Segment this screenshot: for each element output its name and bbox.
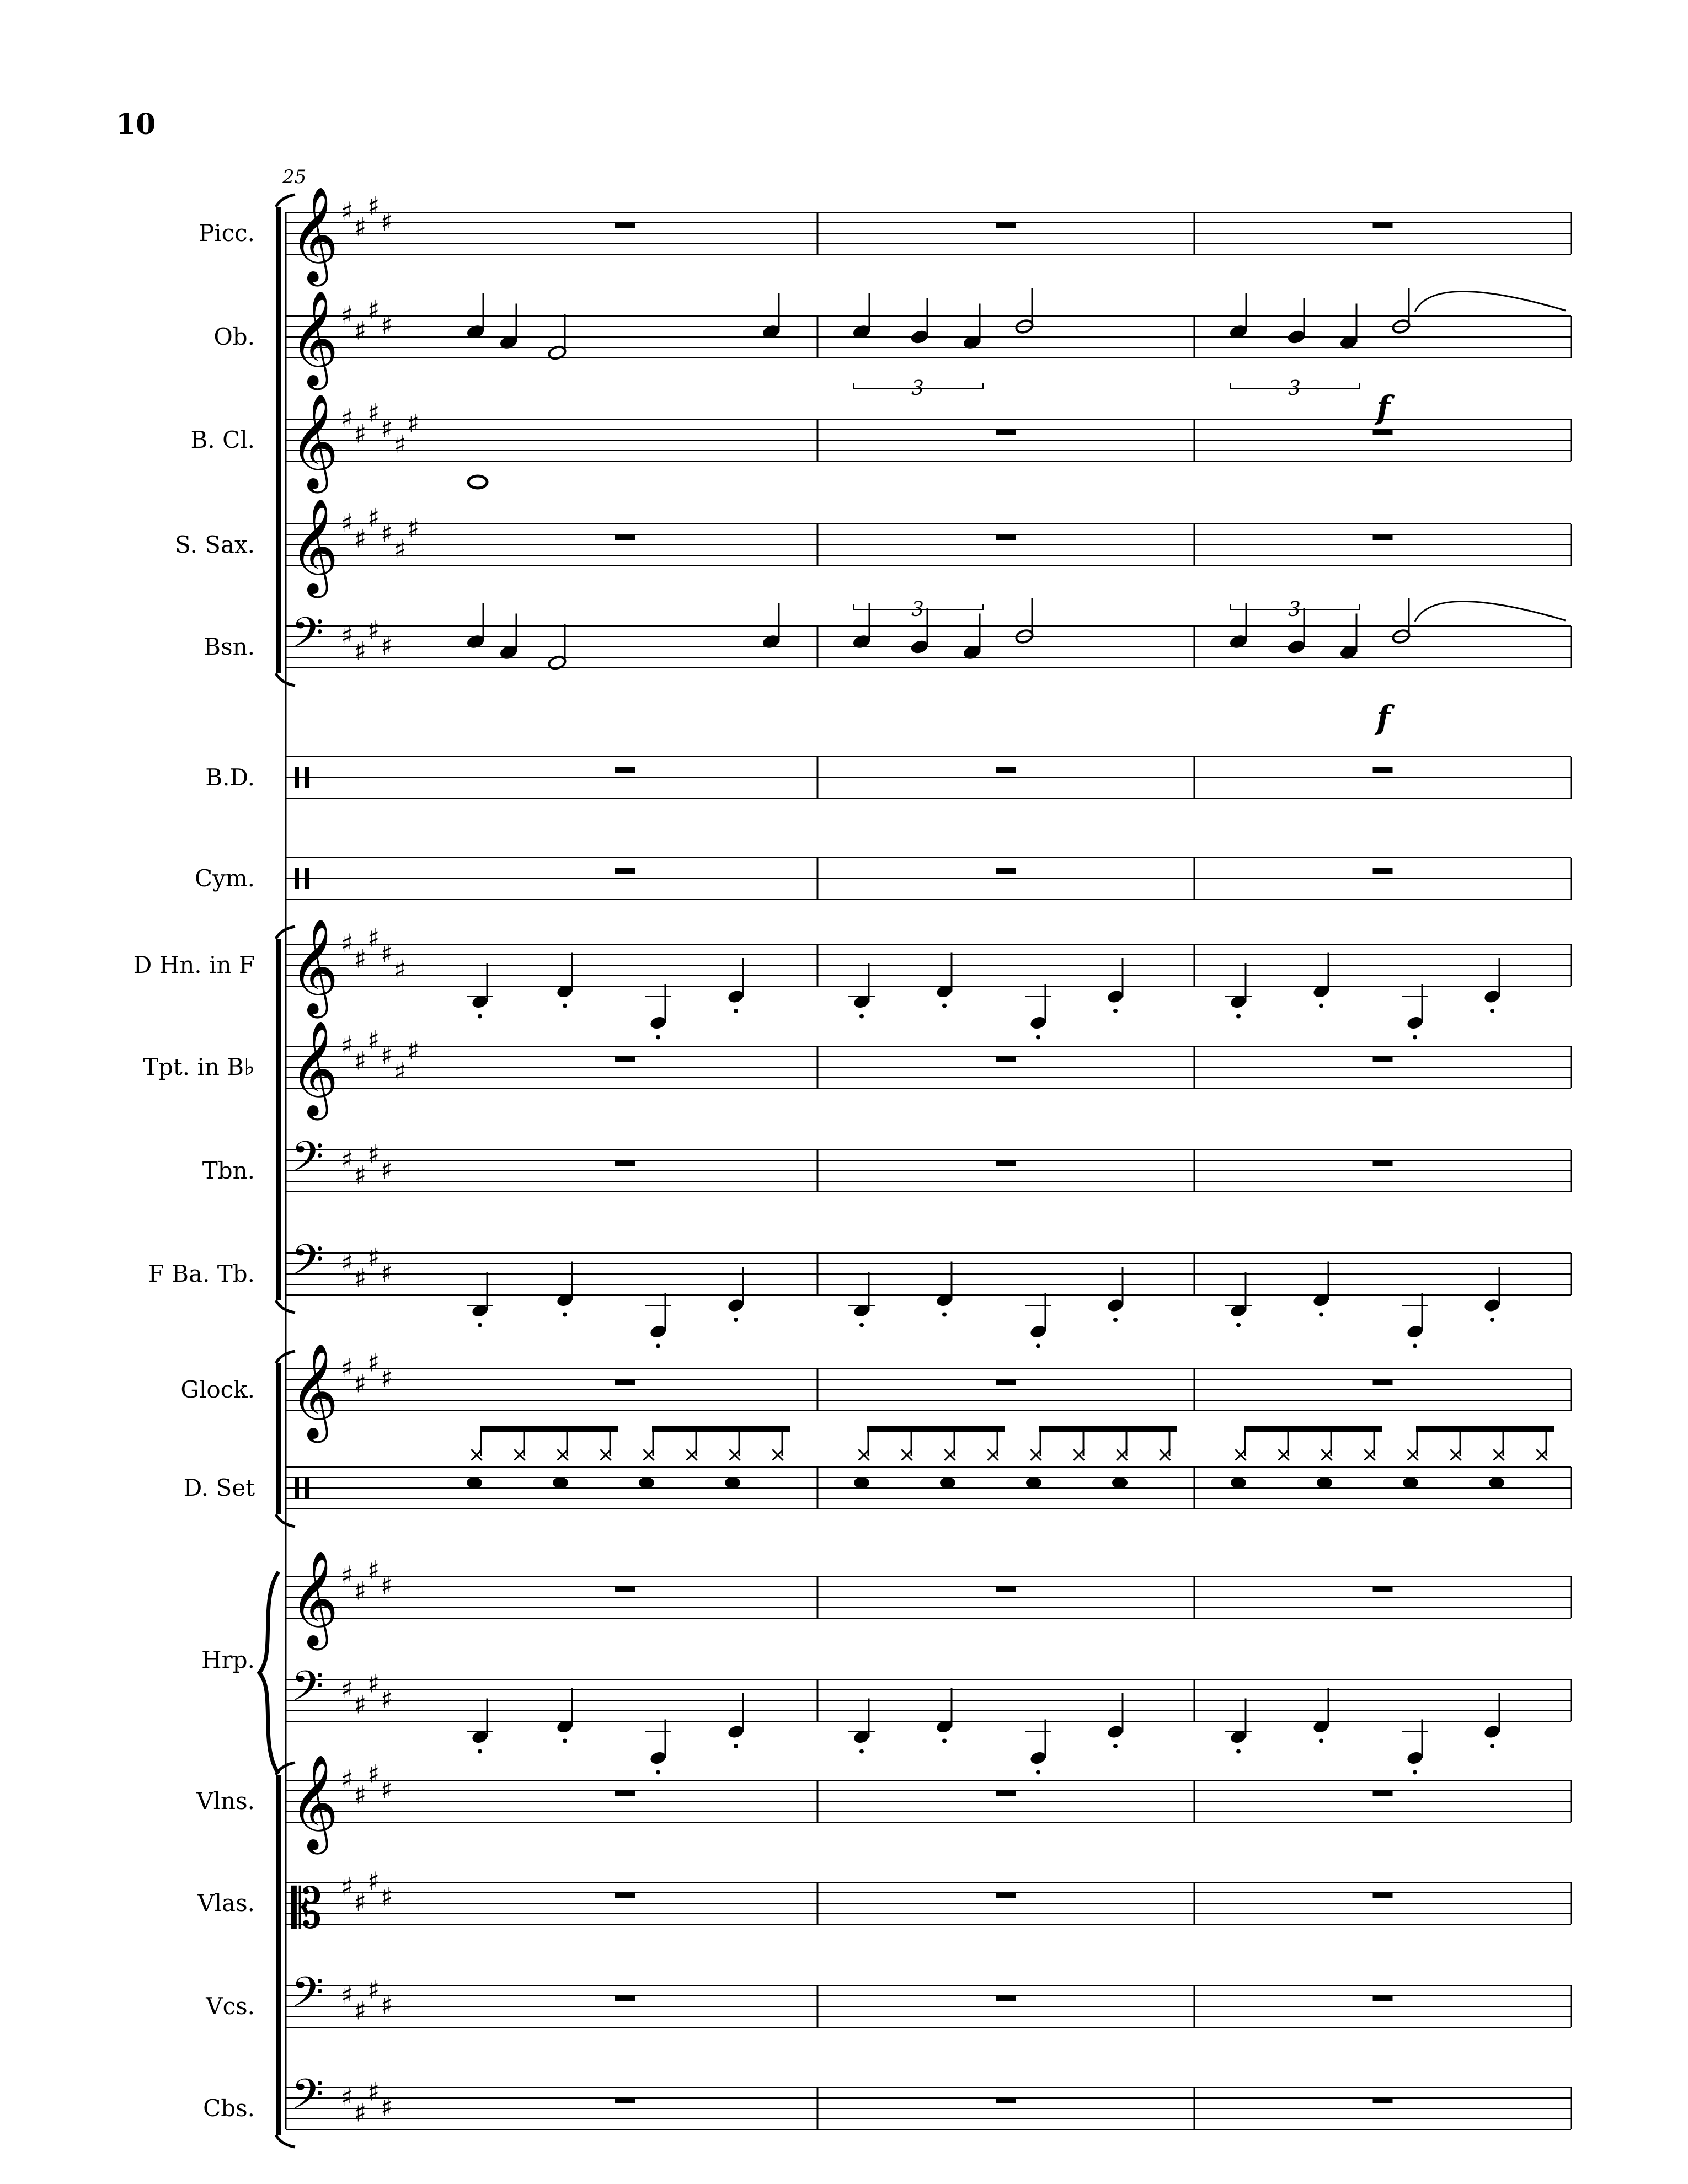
staff-18	[205, 1968, 1571, 2027]
staccato-dot	[859, 1014, 864, 1019]
beam	[652, 1426, 790, 1432]
sharp-icon: ♯	[407, 1035, 420, 1066]
sharp-icon: ♯	[354, 1160, 367, 1190]
bass-clef-icon: 𝄢	[291, 608, 324, 667]
percussion-clef-icon	[305, 1478, 309, 1498]
sharp-icon: ♯	[381, 1775, 393, 1805]
snare-note	[1403, 1478, 1418, 1489]
sharp-icon: ♯	[354, 1887, 367, 1917]
hi-hat-note: ×	[769, 1442, 787, 1466]
hi-hat-note: ×	[898, 1442, 916, 1466]
whole-rest-icon	[615, 2098, 635, 2103]
whole-rest-icon	[615, 868, 635, 874]
staff-19	[203, 2070, 1571, 2129]
staccato-dot	[734, 1009, 738, 1013]
sharp-icon: ♯	[354, 1576, 367, 1606]
hi-hat-note: ×	[683, 1442, 701, 1466]
treble-clef-icon: 𝄞	[290, 1343, 339, 1439]
sharp-icon: ♯	[367, 1025, 380, 1055]
sharp-icon: ♯	[341, 1980, 354, 2010]
whole-rest-icon	[615, 534, 635, 540]
staccato-dot	[1490, 1744, 1494, 1748]
sharp-icon: ♯	[381, 1571, 393, 1600]
sharp-icon: ♯	[341, 2082, 354, 2112]
sharp-icon: ♯	[341, 1144, 354, 1174]
treble-clef-icon: 𝄞	[290, 1550, 339, 1646]
whole-rest-icon	[1373, 534, 1393, 540]
staff-14	[201, 1550, 1571, 1673]
whole-rest-icon	[996, 1379, 1016, 1385]
staccato-dot	[859, 1323, 864, 1327]
hi-hat-note: ×	[1490, 1442, 1508, 1466]
whole-rest-icon	[996, 1893, 1016, 1898]
staff-8	[133, 918, 1571, 1040]
hi-hat-note: ×	[1113, 1442, 1131, 1466]
sharp-icon: ♯	[354, 1780, 367, 1810]
sharp-icon: ♯	[354, 944, 367, 974]
instrument-name: Vlns.	[196, 1787, 255, 1814]
whole-rest-icon	[1373, 2098, 1393, 2103]
group-bracket	[276, 207, 281, 673]
whole-rest-icon	[996, 1160, 1016, 1166]
staccato-dot	[1236, 1014, 1241, 1019]
hi-hat-note: ×	[1318, 1442, 1336, 1466]
staccato-dot	[942, 1004, 947, 1008]
bracket-hook	[276, 2135, 295, 2147]
staff-16	[196, 1754, 1571, 1855]
sharp-icon: ♯	[394, 429, 407, 459]
sharp-icon: ♯	[354, 1995, 367, 2026]
staff-7	[195, 858, 1571, 900]
hi-hat-note: ×	[1404, 1442, 1422, 1466]
instrument-name: Vlas.	[197, 1889, 255, 1917]
whole-rest-icon	[615, 1996, 635, 2001]
instrument-name: F Ba. Tb.	[148, 1260, 255, 1287]
quarter-note	[1286, 639, 1306, 655]
sharp-icon: ♯	[367, 1866, 380, 1896]
hi-hat-note: ×	[941, 1442, 959, 1466]
instrument-name: D Hn. in F	[133, 951, 255, 978]
treble-clef-icon: 𝄞	[290, 918, 339, 1014]
whole-rest-icon	[1373, 1379, 1393, 1385]
staccato-dot	[1319, 1004, 1323, 1008]
hi-hat-note: ×	[640, 1442, 658, 1466]
beam	[1416, 1426, 1554, 1432]
staccato-dot	[1036, 1344, 1040, 1348]
staff-11	[148, 1235, 1571, 1348]
tuplet-number: 3	[911, 598, 924, 621]
staccato-dot	[1236, 1749, 1241, 1754]
sharp-icon: ♯	[354, 212, 367, 242]
whole-rest-icon	[996, 223, 1016, 228]
sharp-icon: ♯	[381, 1155, 393, 1185]
snare-note	[1489, 1478, 1504, 1489]
hi-hat-note: ×	[1275, 1442, 1292, 1466]
whole-rest-icon	[615, 1057, 635, 1062]
whole-rest-icon	[1373, 1160, 1393, 1166]
sharp-icon: ♯	[341, 1674, 354, 1704]
percussion-clef-icon	[295, 767, 299, 788]
staff-13	[184, 1426, 1571, 1509]
staccato-dot	[656, 1344, 660, 1348]
staccato-dot	[859, 1749, 864, 1754]
whole-rest-icon	[996, 1996, 1016, 2001]
bass-clef-icon: 𝄢	[291, 1132, 324, 1191]
whole-rest-icon	[615, 223, 635, 228]
bass-clef-icon: 𝄢	[291, 1235, 324, 1294]
staccato-dot	[656, 1035, 660, 1040]
whole-rest-icon	[1373, 223, 1393, 228]
snare-note	[639, 1478, 654, 1489]
sharp-icon: ♯	[354, 1368, 367, 1399]
group-bracket	[276, 939, 281, 1300]
snare-note	[940, 1478, 955, 1489]
instrument-name: Hrp.	[201, 1646, 255, 1673]
instrument-name: Tbn.	[202, 1157, 255, 1184]
hi-hat-note: ×	[1447, 1442, 1465, 1466]
sharp-icon: ♯	[367, 1242, 380, 1272]
sharp-icon: ♯	[394, 534, 407, 564]
percussion-clef-icon	[295, 1478, 299, 1498]
staff-17	[197, 1866, 1571, 1941]
whole-rest-icon	[996, 767, 1016, 773]
hi-hat-note: ×	[855, 1442, 873, 1466]
sharp-icon: ♯	[381, 518, 393, 548]
sharp-icon: ♯	[381, 1258, 393, 1288]
sharp-icon: ♯	[367, 1139, 380, 1169]
staccato-dot	[1319, 1739, 1323, 1743]
percussion-clef-icon	[305, 767, 309, 788]
hi-hat-note: ×	[597, 1442, 615, 1466]
hi-hat-note: ×	[1533, 1442, 1551, 1466]
dynamic-forte: f	[1376, 699, 1390, 736]
group-bracket	[276, 1363, 281, 1514]
staccato-dot	[1413, 1035, 1417, 1040]
dynamic-forte: f	[1376, 389, 1390, 426]
snare-note	[553, 1478, 568, 1489]
sharp-icon: ♯	[354, 1263, 367, 1293]
staff-2	[213, 288, 1571, 426]
staccato-dot	[734, 1318, 738, 1322]
whole-rest-icon	[1373, 767, 1393, 773]
instrument-name: B. Cl.	[190, 426, 255, 453]
whole-rest-icon	[615, 1893, 635, 1898]
whole-rest-icon	[615, 767, 635, 773]
sharp-icon: ♯	[381, 311, 393, 340]
staff-9	[143, 1020, 1571, 1121]
staff-3	[191, 393, 1571, 494]
treble-clef-icon: 𝄞	[290, 186, 339, 282]
snare-note	[467, 1478, 482, 1489]
sharp-icon: ♯	[381, 1990, 393, 2020]
staff-5	[204, 598, 1571, 736]
percussion-clef-icon	[295, 868, 299, 889]
sharp-icon: ♯	[367, 502, 380, 533]
sharp-icon: ♯	[354, 2097, 367, 2128]
sharp-icon: ♯	[341, 620, 354, 650]
whole-rest-icon	[996, 1791, 1016, 1796]
staccato-dot	[1036, 1035, 1040, 1040]
sharp-icon: ♯	[341, 196, 354, 226]
sharp-icon: ♯	[341, 508, 354, 538]
page-number: 10	[116, 108, 156, 141]
instrument-name: Vcs.	[206, 1993, 255, 2020]
treble-clef-icon: 𝄞	[290, 498, 339, 594]
measure-number: 25	[282, 166, 307, 188]
sharp-icon: ♯	[367, 1974, 380, 2005]
hi-hat-note: ×	[511, 1442, 528, 1466]
sharp-icon: ♯	[367, 191, 380, 221]
whole-note	[468, 476, 487, 488]
tuplet-number: 3	[1288, 377, 1301, 400]
staff-1	[199, 186, 1571, 287]
whole-rest-icon	[996, 868, 1016, 874]
instrument-name: Ob.	[213, 323, 255, 350]
snare-note	[725, 1478, 740, 1489]
sharp-icon: ♯	[367, 1347, 380, 1378]
staccato-dot	[1319, 1313, 1323, 1317]
sharp-icon: ♯	[367, 295, 380, 325]
bass-clef-icon: 𝄢	[291, 1662, 324, 1721]
sharp-icon: ♯	[367, 923, 380, 953]
sharp-icon: ♯	[341, 1764, 354, 1794]
sharp-icon: ♯	[354, 636, 367, 666]
sharp-icon: ♯	[367, 615, 380, 645]
sharp-icon: ♯	[354, 523, 367, 554]
hi-hat-note: ×	[1027, 1442, 1045, 1466]
sharp-icon: ♯	[381, 1882, 393, 1912]
whole-rest-icon	[615, 1379, 635, 1385]
instrument-name: Glock.	[180, 1376, 255, 1403]
sharp-icon: ♯	[394, 1056, 407, 1086]
staccato-dot	[563, 1739, 567, 1743]
staccato-dot	[1113, 1744, 1118, 1748]
snare-note	[1231, 1478, 1246, 1489]
sharp-icon: ♯	[341, 300, 354, 330]
sharp-icon: ♯	[407, 408, 420, 438]
snare-note	[1112, 1478, 1128, 1489]
hi-hat-note: ×	[726, 1442, 744, 1466]
instrument-name: B.D.	[205, 764, 255, 791]
sharp-icon: ♯	[341, 1560, 354, 1590]
sharp-icon: ♯	[381, 207, 393, 237]
hi-hat-note: ×	[984, 1442, 1002, 1466]
sharp-icon: ♯	[367, 398, 380, 428]
sharp-icon: ♯	[367, 2076, 380, 2107]
whole-rest-icon	[996, 534, 1016, 540]
sharp-icon: ♯	[354, 1046, 367, 1076]
sharp-icon: ♯	[354, 419, 367, 449]
whole-rest-icon	[996, 1587, 1016, 1592]
sharp-icon: ♯	[381, 414, 393, 443]
quarter-note	[1286, 329, 1306, 345]
staccato-dot	[563, 1313, 567, 1317]
bass-clef-icon: 𝄢	[291, 2070, 324, 2129]
tie	[1415, 601, 1566, 622]
sharp-icon: ♯	[381, 1041, 393, 1070]
whole-rest-icon	[1373, 1996, 1393, 2001]
instrument-name: Tpt. in B♭	[143, 1053, 255, 1080]
sharp-icon: ♯	[367, 1759, 380, 1789]
beam	[867, 1426, 1005, 1432]
hi-hat-note: ×	[1070, 1442, 1088, 1466]
hi-hat-note: ×	[1156, 1442, 1174, 1466]
staff-6	[205, 757, 1571, 799]
instrument-name: Bsn.	[204, 633, 255, 660]
sharp-icon: ♯	[341, 1248, 354, 1277]
treble-clef-icon: 𝄞	[290, 1754, 339, 1850]
hi-hat-note: ×	[1232, 1442, 1249, 1466]
instrument-name: D. Set	[183, 1474, 255, 1501]
staccato-dot	[1113, 1009, 1118, 1013]
staccato-dot	[478, 1749, 482, 1754]
hi-hat-note: ×	[1361, 1442, 1379, 1466]
sharp-icon: ♯	[354, 315, 367, 346]
whole-rest-icon	[1373, 1587, 1393, 1592]
alto-clef-icon: 𝄡	[291, 1876, 322, 1941]
sharp-icon: ♯	[367, 1668, 380, 1699]
harp-brace	[259, 1572, 279, 1774]
whole-rest-icon	[996, 430, 1016, 435]
staccato-dot	[942, 1739, 947, 1743]
sharp-icon: ♯	[381, 939, 393, 968]
staccato-dot	[656, 1770, 660, 1775]
treble-clef-icon: 𝄞	[290, 1020, 339, 1116]
sharp-icon: ♯	[381, 1684, 393, 1714]
tuplet-number: 3	[1288, 598, 1301, 621]
snare-note	[854, 1478, 869, 1489]
sharp-icon: ♯	[341, 1030, 354, 1060]
staccato-dot	[1413, 1770, 1417, 1775]
hi-hat-note: ×	[468, 1442, 485, 1466]
instrument-name: Picc.	[198, 220, 255, 247]
sharp-icon: ♯	[341, 1871, 354, 1902]
beam	[480, 1426, 618, 1432]
whole-rest-icon	[615, 1160, 635, 1166]
sharp-icon: ♯	[381, 631, 393, 661]
instrument-name: Cym.	[194, 865, 255, 892]
whole-rest-icon	[996, 2098, 1016, 2103]
staccato-dot	[942, 1313, 947, 1317]
staccato-dot	[734, 1744, 738, 1748]
staccato-dot	[478, 1323, 482, 1327]
instrument-name: S. Sax.	[175, 531, 255, 558]
staccato-dot	[1490, 1318, 1494, 1322]
bass-clef-icon: 𝄢	[291, 1968, 324, 2027]
staccato-dot	[563, 1004, 567, 1008]
sharp-icon: ♯	[341, 1353, 354, 1383]
staff-4	[175, 498, 1571, 598]
group-bracket	[276, 1775, 281, 2135]
sharp-icon: ♯	[381, 2092, 393, 2122]
sharp-icon: ♯	[394, 954, 407, 984]
sharp-icon: ♯	[341, 403, 354, 433]
whole-rest-icon	[1373, 868, 1393, 874]
staff-15	[286, 1662, 1571, 1775]
whole-rest-icon	[1373, 1057, 1393, 1062]
staff-10	[202, 1132, 1571, 1192]
percussion-clef-icon	[305, 868, 309, 889]
tie	[1415, 291, 1566, 312]
beam	[1039, 1426, 1177, 1432]
whole-rest-icon	[996, 1057, 1016, 1062]
staccato-dot	[1236, 1323, 1241, 1327]
whole-rest-icon	[1373, 1893, 1393, 1898]
whole-rest-icon	[1373, 1791, 1393, 1796]
sharp-icon: ♯	[367, 1555, 380, 1585]
hi-hat-note: ×	[554, 1442, 571, 1466]
sharp-icon: ♯	[341, 928, 354, 958]
sharp-icon: ♯	[354, 1689, 367, 1720]
tuplet-number: 3	[911, 377, 924, 400]
staves	[133, 186, 1571, 2129]
staccato-dot	[1036, 1770, 1040, 1775]
quarter-note	[910, 639, 929, 655]
sharp-icon: ♯	[381, 1363, 393, 1393]
staccato-dot	[478, 1014, 482, 1019]
staccato-dot	[1413, 1344, 1417, 1348]
whole-rest-icon	[615, 1587, 635, 1592]
treble-clef-icon: 𝄞	[290, 393, 339, 489]
staccato-dot	[1490, 1009, 1494, 1013]
snare-note	[1026, 1478, 1041, 1489]
treble-clef-icon: 𝄞	[290, 290, 339, 386]
quarter-note	[910, 329, 929, 345]
sharp-icon: ♯	[407, 513, 420, 543]
snare-note	[1317, 1478, 1332, 1489]
staccato-dot	[1113, 1318, 1118, 1322]
whole-rest-icon	[615, 1791, 635, 1796]
beam	[1244, 1426, 1382, 1432]
whole-rest-icon	[1373, 430, 1393, 435]
instrument-name: Cbs.	[203, 2095, 255, 2122]
